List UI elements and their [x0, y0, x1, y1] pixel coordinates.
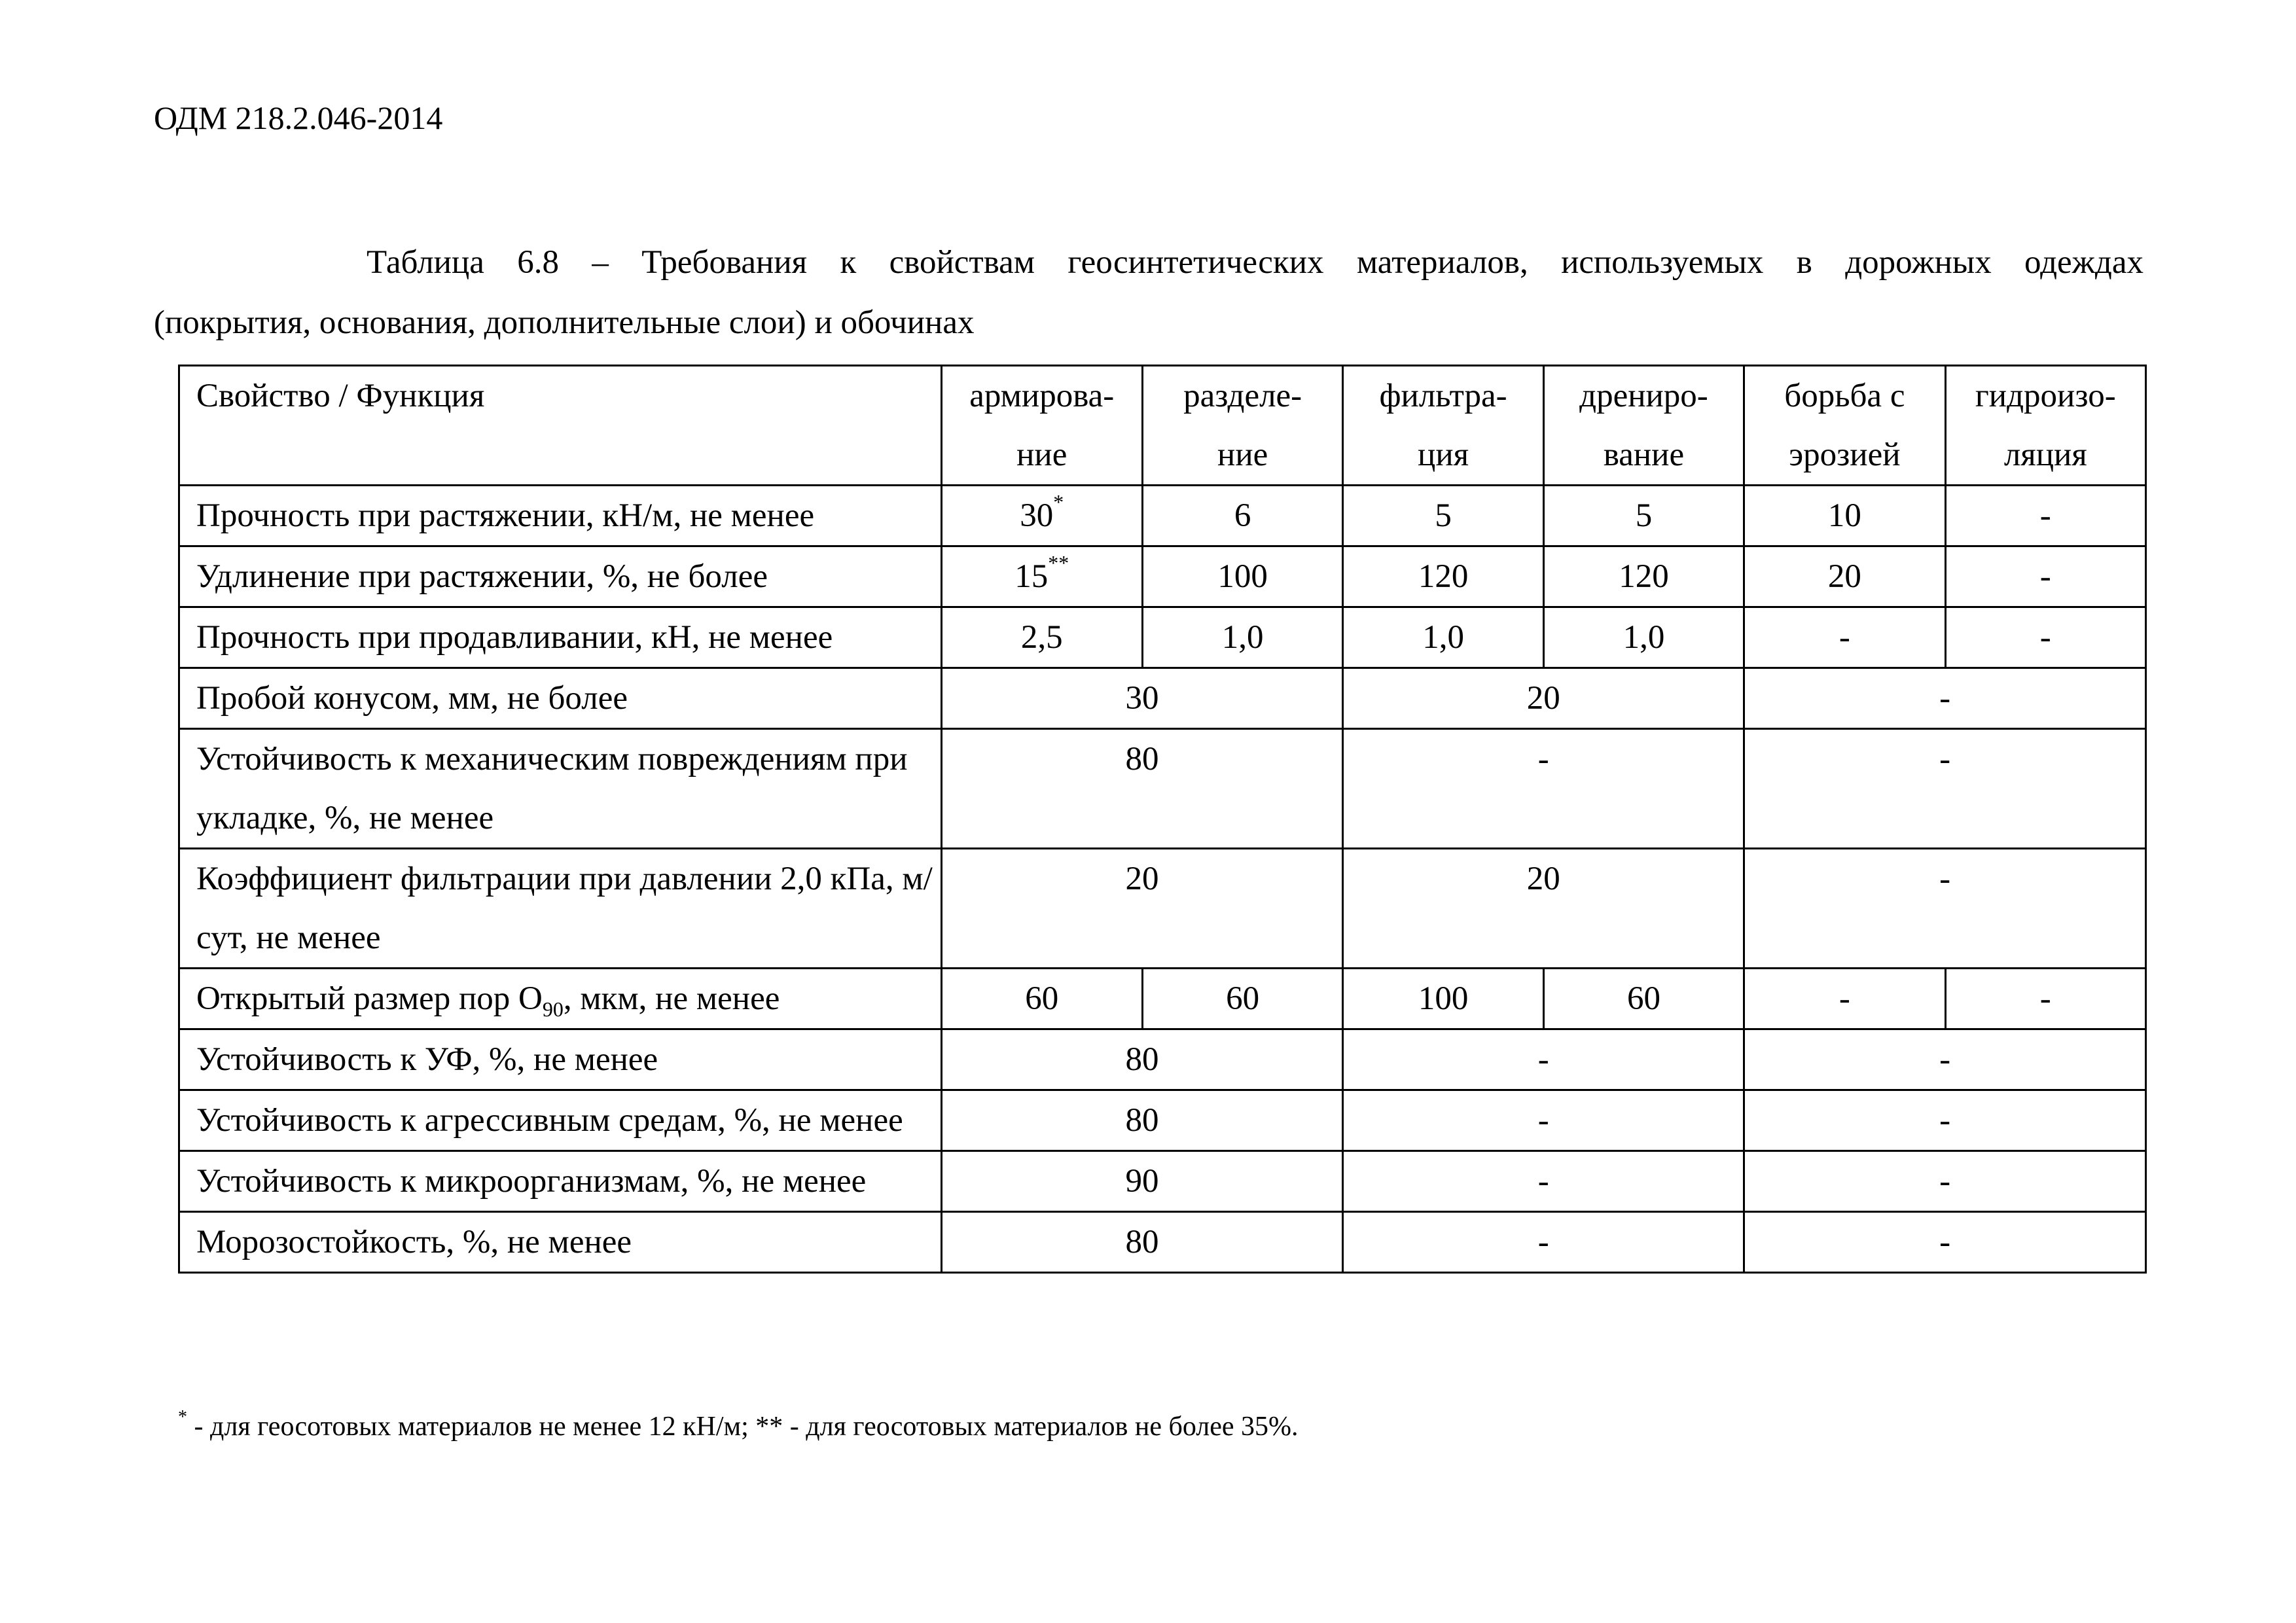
- row-value-group: -: [1343, 1029, 1744, 1090]
- row-value: -: [1945, 486, 2145, 546]
- row-value: 60: [1142, 969, 1342, 1029]
- row-property: Устойчивость к микроорганизмам, %, не менее: [179, 1151, 942, 1212]
- row-value: 5: [1543, 486, 1744, 546]
- row-value: 100: [1142, 546, 1342, 607]
- header-function: борьба с эрозией: [1744, 366, 1945, 486]
- row-value-group: -: [1744, 1212, 2146, 1273]
- row-value: 60: [941, 969, 1142, 1029]
- row-value-group: 90: [941, 1151, 1343, 1212]
- row-value: 120: [1543, 546, 1744, 607]
- row-value: 1,0: [1343, 607, 1543, 668]
- caption-line-1: Таблица 6.8 – Требования к свойствам геосинтетических материалов, используемых в дорожных одеждах: [367, 244, 2144, 281]
- row-value: 30*: [941, 486, 1142, 546]
- row-value: 5: [1343, 486, 1543, 546]
- row-value-group: 80: [941, 1029, 1343, 1090]
- row-value-group: -: [1744, 1090, 2146, 1151]
- row-value-group: 20: [941, 849, 1343, 969]
- row-value: 120: [1343, 546, 1543, 607]
- row-value-group: -: [1744, 668, 2146, 729]
- row-value: 1,0: [1543, 607, 1744, 668]
- row-value: 2,5: [941, 607, 1142, 668]
- row-value-group: 80: [941, 1212, 1343, 1273]
- row-value-group: 80: [941, 729, 1343, 849]
- table-row: [179, 1090, 2146, 1151]
- header-function: разделе- ние: [1142, 366, 1342, 486]
- row-property: Морозостойкость, %, не менее: [179, 1212, 942, 1273]
- header-function: фильтра- ция: [1343, 366, 1543, 486]
- table-row: [179, 969, 2146, 1029]
- row-value-group: -: [1744, 1029, 2146, 1090]
- row-value-group: -: [1343, 1212, 1744, 1273]
- table-row: [179, 486, 2146, 546]
- row-value: 6: [1142, 486, 1342, 546]
- row-value: -: [1744, 969, 1945, 1029]
- row-value-group: 20: [1343, 849, 1744, 969]
- row-value-group: 20: [1343, 668, 1744, 729]
- table-row: [179, 849, 2146, 969]
- table-caption: [154, 232, 2144, 353]
- footnote-mark: *: [178, 1407, 187, 1427]
- row-property: Устойчивость к УФ, %, не менее: [179, 1029, 942, 1090]
- header-function: гидроизо- ляция: [1945, 366, 2145, 486]
- table-row: [179, 668, 2146, 729]
- table-row: [179, 1029, 2146, 1090]
- table-row: [179, 1212, 2146, 1273]
- row-value-group: -: [1744, 1151, 2146, 1212]
- footnote-mark: *: [1053, 490, 1064, 514]
- caption-line-2: (покрытия, основания, дополнительные слои) и обочинах: [154, 304, 975, 341]
- row-value-group: -: [1744, 729, 2146, 849]
- row-property: Пробой конусом, мм, не более: [179, 668, 942, 729]
- table-row: [179, 546, 2146, 607]
- row-value: -: [1945, 969, 2145, 1029]
- row-value: 1,0: [1142, 607, 1342, 668]
- row-value-group: -: [1343, 729, 1744, 849]
- row-property: Прочность при продавливании, кН, не менее: [179, 607, 942, 668]
- table-footnote: [178, 1407, 1299, 1446]
- table-row: [179, 729, 2146, 849]
- row-value: 100: [1343, 969, 1543, 1029]
- row-value: 20: [1744, 546, 1945, 607]
- row-value: -: [1945, 546, 2145, 607]
- properties-table: [178, 365, 2147, 1274]
- row-value: 10: [1744, 486, 1945, 546]
- table-row: [179, 607, 2146, 668]
- table-row: [179, 1151, 2146, 1212]
- row-value-group: 80: [941, 1090, 1343, 1151]
- row-value-group: -: [1343, 1151, 1744, 1212]
- row-value-group: -: [1343, 1090, 1744, 1151]
- row-value-group: -: [1744, 849, 2146, 969]
- document-code: ОДМ 218.2.046-2014: [154, 99, 443, 136]
- row-value: 15**: [941, 546, 1142, 607]
- footnote-text: - для геосотовых материалов не менее 12 кН/м; ** - для геосотовых материалов не более 35%.: [187, 1412, 1299, 1442]
- row-value: 60: [1543, 969, 1744, 1029]
- row-property: Устойчивость к агрессивным средам, %, не менее: [179, 1090, 942, 1151]
- header-property: Свойство / Функция: [179, 366, 942, 486]
- row-value-group: 30: [941, 668, 1343, 729]
- row-property: Прочность при растяжении, кН/м, не менее: [179, 486, 942, 546]
- table-header-row: [179, 366, 2146, 486]
- footnote-mark: **: [1048, 551, 1069, 575]
- row-property: Устойчивость к механическим повреждениям при укладке, %, не менее: [179, 729, 942, 849]
- row-property: Коэффициент фильтрации при давлении 2,0 кПа, м/сут, не менее: [179, 849, 942, 969]
- header-function: дрениро- вание: [1543, 366, 1744, 486]
- row-value: -: [1744, 607, 1945, 668]
- row-property: Открытый размер пор $O_{90}$, мкм, не менее: [179, 969, 942, 1029]
- header-function: армирова- ние: [941, 366, 1142, 486]
- row-property: Удлинение при растяжении, %, не более: [179, 546, 942, 607]
- row-value: -: [1945, 607, 2145, 668]
